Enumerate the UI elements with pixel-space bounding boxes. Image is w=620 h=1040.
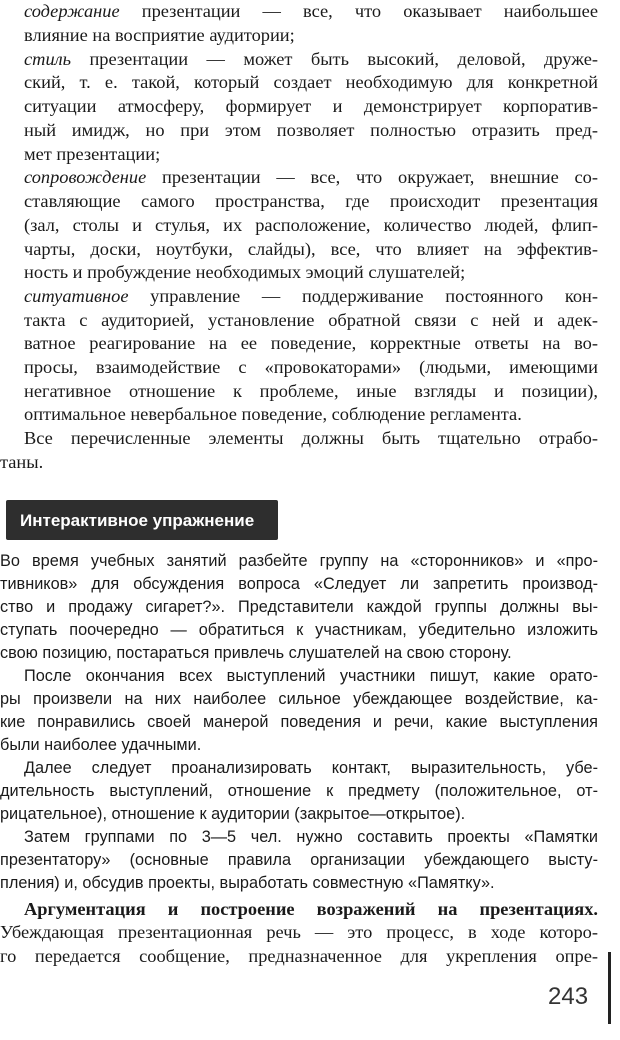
text-line: такта с аудиторией, установление обратной связи с ней и адек- <box>24 310 598 330</box>
text-line: Во время учебных занятий разбейте группу на «сторонников» и «про- <box>0 552 598 570</box>
exercise-title: Интерактивное упражнение <box>20 511 255 530</box>
text-line: ство и продажу сигарет?». Представители каждой группы должны вы- <box>0 598 598 616</box>
text-line: свою позицию, постараться привлечь слушателей на свою сторону. <box>0 644 512 662</box>
text-line: Далее следует проанализировать контакт, выразительность, убе- <box>24 759 598 777</box>
page-edge-mark <box>608 952 611 1024</box>
text-line: тивников» для обсуждения вопроса «Следует ли запретить производ- <box>0 575 598 593</box>
text-line <box>24 50 598 68</box>
text-line: го передается сообщение, предназначенное для укрепления опре- <box>0 946 598 966</box>
text-line <box>24 2 598 20</box>
page-number: 243 <box>548 983 589 1010</box>
term: стиль <box>24 49 72 69</box>
term: сопровождение <box>24 167 147 187</box>
text-line: ный имидж, но при этом позволяет полностью отразить пред- <box>24 120 598 140</box>
text-line: ставляющие самого пространства, где происходит презентация <box>24 191 598 211</box>
text: презентации — может быть высокий, деловой, друже- <box>71 49 598 69</box>
text-line: оптимальное невербальное поведение, соблюдение регламента. <box>24 404 522 424</box>
text-line: ский, т. е. такой, который создает необходимую для конкретной <box>24 72 598 92</box>
text: презентации — все, что оказывает наибольшее <box>119 1 598 21</box>
text-line: ватное реагирование на ее поведение, корректные ответы на во- <box>24 333 598 353</box>
text-line: негативное отношение к проблеме, иные взгляды и позиции), <box>24 381 598 401</box>
text-line <box>24 287 598 305</box>
text-line: просы, взаимодействие с «провокаторами» (людьми, имеющими <box>24 357 598 377</box>
text-line: рицательное), отношение к аудитории (закрытое—открытое). <box>0 805 466 823</box>
text-line: ситуации атмосферу, формирует и демонстрирует корпоратив- <box>24 96 598 116</box>
text-line: чарты, доски, ноутбуки, слайды), все, что влияет на эффектив- <box>24 239 598 259</box>
text-line: таны. <box>0 452 44 472</box>
text-line: (зал, столы и стулья, их расположение, количество людей, флип- <box>24 215 598 235</box>
text-line: мет презентации; <box>24 144 161 164</box>
text-line: презентатору» (основные правила организации убеждающего высту- <box>0 851 598 869</box>
text: управление — поддерживание постоянного кон- <box>128 286 598 306</box>
term: содержание <box>24 1 120 21</box>
text: презентации — все, что окружает, внешние со- <box>146 167 598 187</box>
section-heading: Аргументация и построение возражений на презентациях. <box>24 899 598 919</box>
text-line <box>24 168 598 186</box>
text-line: Все перечисленные элементы должны быть тщательно отрабо- <box>24 428 598 448</box>
text-line: После окончания всех выступлений участники пишут, какие орато- <box>24 667 598 685</box>
exercise-banner <box>6 500 278 540</box>
text-line: влияние на восприятие аудитории; <box>24 25 295 45</box>
text-line: ность и пробуждение необходимых эмоций слушателей; <box>24 262 466 282</box>
text-line: дительность выступлений, отношение к предмету (положительное, от- <box>0 782 598 800</box>
text-line: ры произвели на них наиболее сильное убеждающее воздействие, ка- <box>0 690 598 708</box>
text-line: были наиболее удачными. <box>0 736 202 754</box>
text-line: кие понравились своей манерой поведения и речи, какие выступления <box>0 713 598 731</box>
text-line: ступать поочередно — обратиться к участникам, убедительно изложить <box>0 621 598 639</box>
term: ситуативное <box>24 286 129 306</box>
text-line: Убеждающая презентационная речь — это процесс, в ходе которо- <box>0 922 598 942</box>
text-line: Затем группами по 3—5 чел. нужно составить проекты «Памятки <box>24 828 598 846</box>
text-line: пления) и, обсудив проекты, выработать совместную «Памятку». <box>0 874 495 892</box>
